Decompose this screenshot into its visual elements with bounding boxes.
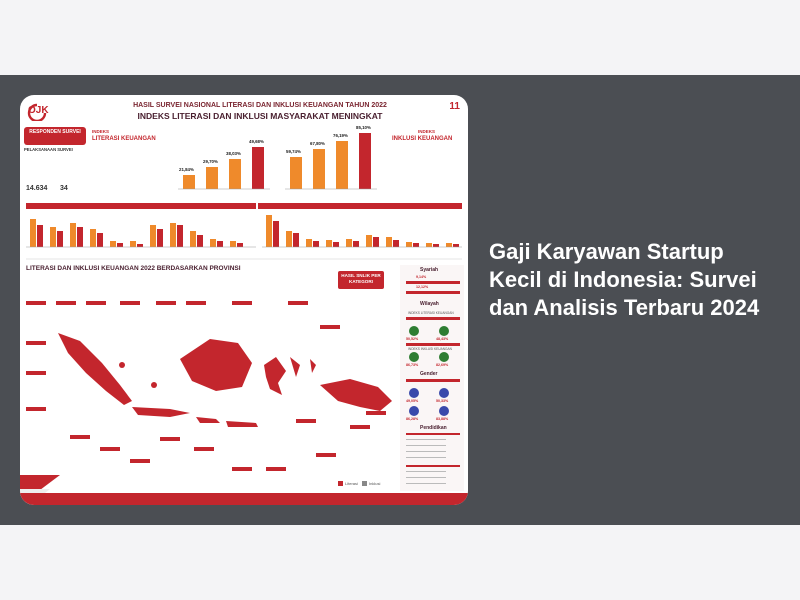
literacy-sector-bars xyxy=(26,203,256,247)
gender-inc-2: 83,88% xyxy=(436,417,449,421)
wilayah-lit-sub: INDEKS LITERASI KEUANGAN xyxy=(408,311,454,315)
literacy-value-2013: 21,84% xyxy=(179,167,194,172)
panel-syariah: Syariah xyxy=(420,267,439,273)
inclusion-bars xyxy=(285,133,377,189)
respondent-count: 14.634 xyxy=(26,185,48,192)
gender-lit-2: 50,33% xyxy=(436,399,449,403)
wilayah-lit-1: 50,52% xyxy=(406,337,419,341)
literacy-value-2022: 49,68% xyxy=(249,139,264,144)
inclusion-value-2013: 59,74% xyxy=(286,149,301,154)
inclusion-sector-bars xyxy=(258,203,462,247)
syariah-inclusion: 12,12% xyxy=(416,285,429,289)
infographic-subtitle: INDEKS LITERASI DAN INKLUSI MASYARAKAT MENINGKAT xyxy=(137,111,383,121)
syariah-literacy: 9,14% xyxy=(416,275,427,279)
legend-literasi: Literasi xyxy=(345,481,358,486)
category-panel xyxy=(400,265,464,491)
indonesia-map xyxy=(58,333,392,427)
inclusion-value-2016: 67,80% xyxy=(310,141,325,146)
panel-gender: Gender xyxy=(420,371,438,377)
infographic-footer-bar xyxy=(20,493,468,505)
infographic-title: HASIL SURVEI NASIONAL LITERASI DAN INKLUSI KEUANGAN TAHUN 2022 xyxy=(133,102,387,109)
legend-inklusi: Inklusi xyxy=(369,481,381,486)
article-featured-image[interactable] xyxy=(20,95,468,505)
survey-header: PELAKSANAAN SURVEI xyxy=(24,147,73,152)
snlik-label: HASIL SNLIK PER KATEGORI xyxy=(341,273,381,284)
literacy-value-2016: 29,70% xyxy=(203,159,218,164)
inclusion-value-2019: 76,19% xyxy=(333,133,348,138)
wilayah-inc-1: 86,73% xyxy=(406,363,419,367)
wilayah-inc-2: 82,69% xyxy=(436,363,449,367)
inclusion-value-2022: 85,10% xyxy=(356,125,371,130)
map-title: LITERASI DAN INKLUSI KEUANGAN 2022 BERDASARKAN PROVINSI xyxy=(26,265,241,272)
literacy-value-2019: 38,03% xyxy=(226,151,241,156)
anniversary-badge: 11 xyxy=(449,101,460,112)
infographic-graphics xyxy=(20,95,468,505)
literacy-index-title: LITERASI KEUANGAN xyxy=(92,136,156,142)
literacy-index-label: INDEKS xyxy=(92,129,110,134)
wilayah-inc-sub: INDEKS INKLUSI KEUANGAN xyxy=(408,347,452,351)
inclusion-index-label: INDEKS xyxy=(418,129,436,134)
gender-inc-1: 86,28% xyxy=(406,417,419,421)
inclusion-index-title: INKLUSI KEUANGAN xyxy=(392,136,453,142)
gender-lit-1: 49,05% xyxy=(406,399,419,403)
panel-wilayah: Wilayah xyxy=(420,301,439,307)
ojk-logo-text: OJK xyxy=(28,105,49,116)
article-headline[interactable]: Gaji Karyawan Startup Kecil di Indonesia: Survei dan Analisis Terbaru 2024 xyxy=(489,239,760,320)
respondent-header: RESPONDEN SURVEI xyxy=(29,129,81,135)
panel-pendidikan: Pendidikan xyxy=(420,425,447,431)
wilayah-lit-2: 48,43% xyxy=(436,337,449,341)
province-count: 34 xyxy=(60,185,68,192)
